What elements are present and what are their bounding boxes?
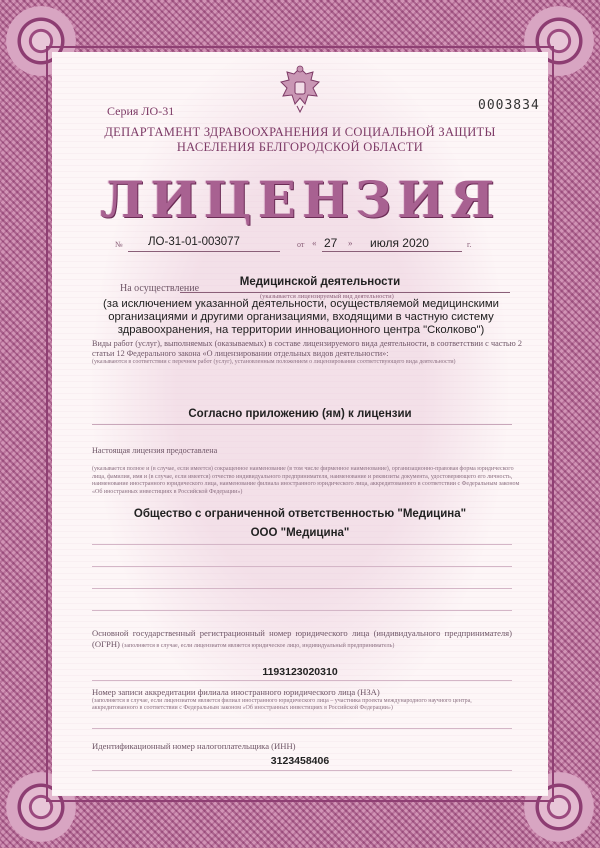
license-number: ЛО-31-01-003077 bbox=[148, 236, 240, 248]
appendix-underline bbox=[92, 424, 512, 425]
date-quote-close: » bbox=[348, 238, 353, 248]
works-text: Виды работ (услуг), выполняемых (оказываемых) в составе лицензируемого вида деятельности, в соответствии с частью 2 статьи 12 Федерального закона «О лицензировании отдельных видов деятельности»: bbox=[92, 339, 522, 358]
activity-value: Медицинской деятельности bbox=[239, 276, 401, 288]
number-underline bbox=[128, 251, 280, 252]
blank-line-1 bbox=[92, 544, 512, 545]
ogrn-value: 1193123020310 bbox=[262, 666, 338, 678]
date-quote-open: « bbox=[312, 238, 317, 248]
ogrn-text: Основной государственный регистрационный номер юридического лица (индивидуального предпринимателя) (ОГРН) bbox=[92, 628, 512, 649]
granted-to-label: Настоящая лицензия предоставлена bbox=[92, 446, 218, 455]
issuing-department: ДЕПАРТАМЕНТ ЗДРАВООХРАНЕНИЯ И СОЦИАЛЬНОЙ ЗАЩИТЫ НАСЕЛЕНИЯ БЕЛГОРОДСКОЙ ОБЛАСТИ bbox=[104, 125, 496, 154]
ogrn-underline bbox=[92, 680, 512, 681]
inn-value: 3123458406 bbox=[270, 755, 330, 767]
blank-line-2 bbox=[92, 566, 512, 567]
granted-hint: (указывается полное и (в случае, если имеется) сокращенное наименование (в том числе фирменное наименование), организационно-правовая форма юридического лица, фамилия, имя и (в случае, если имеется) отчество индивидуального предпринимателя, наименование и реквизиты документа, удостоверяющего его личность, наименование иностранного юридического лица, наименование филиала иностранного юридического лица, аккредитованного в соответствии с Федеральным законом «Об иностранных инвестициях в Российской Федерации») bbox=[92, 466, 520, 495]
inn-label: Идентификационный номер налогоплательщика (ИНН) bbox=[92, 741, 296, 751]
activity-detail: (за исключением указанной деятельности, осуществляемой медицинскими организациями и другими организациями, входящими в частную систему здравоохранения, на территории инновационного центра "Сколково") bbox=[103, 298, 499, 336]
license-day: 27 bbox=[324, 236, 338, 250]
coat-of-arms-icon bbox=[275, 64, 325, 116]
organization-short-name: ООО "Медицина" bbox=[250, 527, 350, 539]
document-title: ЛИЦЕНЗИЯ bbox=[100, 170, 501, 229]
nza-hint: (заполняется в случае, если лицензиатом является филиал иностранного юридического лица – участника проекта международного научного центра, аккредитованного в соответствии с Федеральным законом «Об иностранных инвестициях в Российской Федерации») bbox=[92, 698, 472, 711]
date-underline bbox=[322, 251, 462, 252]
nza-label: Номер записи аккредитации филиала иностранного юридического лица (НЗА) bbox=[92, 687, 380, 697]
works-hint: (указываются в соответствии с перечнем работ (услуг), установленным положением о лицензировании соответствующего вида деятельности) bbox=[92, 359, 456, 365]
activity-hint: (указывается лицензируемый вид деятельности) bbox=[260, 293, 394, 300]
nza-underline bbox=[92, 728, 512, 729]
ogrn-label bbox=[92, 628, 512, 652]
activity-label: На осуществление bbox=[120, 283, 200, 294]
license-month-year: июля 2020 bbox=[370, 236, 429, 250]
year-suffix: г. bbox=[467, 240, 472, 249]
appendix-reference: Согласно приложению (ям) к лицензии bbox=[188, 408, 412, 420]
series-label: Серия ЛО-31 bbox=[107, 104, 175, 118]
organization-full-name: Общество с ограниченной ответственностью "Медицина" bbox=[133, 508, 467, 520]
blank-line-4 bbox=[92, 610, 512, 611]
serial-number: 0003834 bbox=[478, 98, 540, 113]
number-prefix: № bbox=[115, 240, 123, 249]
date-from-label: от bbox=[297, 240, 305, 249]
ogrn-hint: (заполняется в случае, если лицензиатом является юридическое лицо, индивидуальный предприниматель) bbox=[122, 643, 395, 649]
inn-underline bbox=[92, 770, 512, 771]
blank-line-3 bbox=[92, 588, 512, 589]
